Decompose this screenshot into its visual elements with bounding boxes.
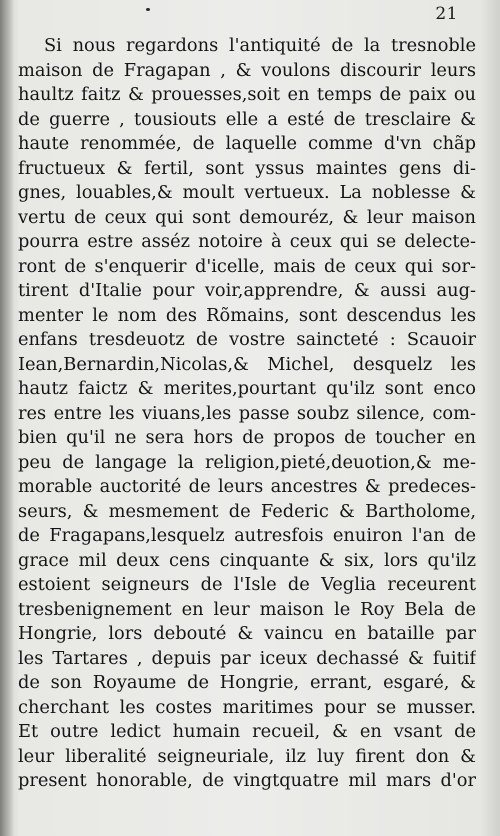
text-line: gnes, louables,& moult vertueux. La noblesse & bbox=[18, 182, 476, 203]
gutter-shadow bbox=[0, 0, 14, 836]
text-line: present honorable, de vingtquatre mil mars d'or bbox=[18, 770, 476, 791]
ink-speck bbox=[146, 8, 150, 11]
body-text bbox=[18, 34, 476, 794]
text-line: tirent d'Italie pour voir,apprendre, & aussi aug- bbox=[18, 280, 476, 301]
text-line: seurs, & mesmement de Federic & Bartholome, bbox=[18, 500, 476, 522]
text-line: haute renommée, de laquelle comme d'vn chãp bbox=[18, 133, 476, 154]
text-line: menter le nom des Rõmains, sont descendus les bbox=[18, 304, 476, 326]
text-line: pourra estre asséz notoire à ceux qui se delecte- bbox=[18, 231, 476, 252]
text-line: cherchant les costes maritimes pour se musser. bbox=[18, 696, 476, 718]
text-line: Si nous regardons l'antiquité de la tresnoble bbox=[44, 35, 476, 56]
text-line: res entre les viuans,les passe soubz silence, com- bbox=[18, 402, 476, 424]
text-line: les Tartares , depuis par iceux dechassé & fuitif bbox=[18, 647, 476, 669]
text-line: fructueux & fertil, sont yssus maintes gens di- bbox=[18, 157, 476, 179]
text-line: bien qu'il ne sera hors de propos de toucher en bbox=[18, 427, 476, 448]
text-line: estoient seigneurs de l'Isle de Veglia receurent bbox=[18, 574, 476, 595]
text-line: grace mil deux cens cinquante & six, lors qu'ilz bbox=[18, 549, 476, 571]
page-number: 21 bbox=[435, 4, 458, 24]
text-line: Et outre ledict humain recueil, & en vsant de bbox=[18, 721, 476, 742]
text-line: ront de s'enquerir d'icelle, mais de ceux qui sor- bbox=[18, 255, 476, 277]
text-line: Iean,Bernardin,Nicolas,& Michel, desquelz les bbox=[18, 353, 476, 375]
text-line: de Fragapans,lesquelz autresfois enuiron l'an de bbox=[18, 525, 476, 546]
text-line: maison de Fragapan , & voulons discourir leurs bbox=[18, 59, 476, 81]
text-line: Hongrie, lors debouté & vaincu en bataille par bbox=[18, 623, 476, 644]
text-line: hautz faictz & merites,pourtant qu'ilz sont enco bbox=[18, 378, 476, 399]
text-line: morable auctorité de leurs ancestres & predeces- bbox=[18, 476, 476, 497]
text-line: tresbenignement en leur maison le Roy Bela de bbox=[18, 598, 476, 620]
text-line: de son Royaume de Hongrie, errant, esgaré, & bbox=[18, 672, 476, 693]
text-line: de guerre , tousiouts elle a esté de tresclaire & bbox=[18, 108, 476, 130]
text-line: vertu de ceux qui sont demouréz, & leur maison bbox=[18, 206, 476, 228]
text-line: enfans tresdeuotz de vostre saincteté : Scauoir bbox=[18, 329, 476, 350]
text-line: haultz faitz & prouesses,soit en temps de paix ou bbox=[18, 84, 476, 105]
text-line: leur liberalité seigneuriale, ilz luy firent don & bbox=[18, 745, 476, 767]
text-line: peu de langage la religion,pieté,deuotion,& me- bbox=[18, 451, 476, 473]
